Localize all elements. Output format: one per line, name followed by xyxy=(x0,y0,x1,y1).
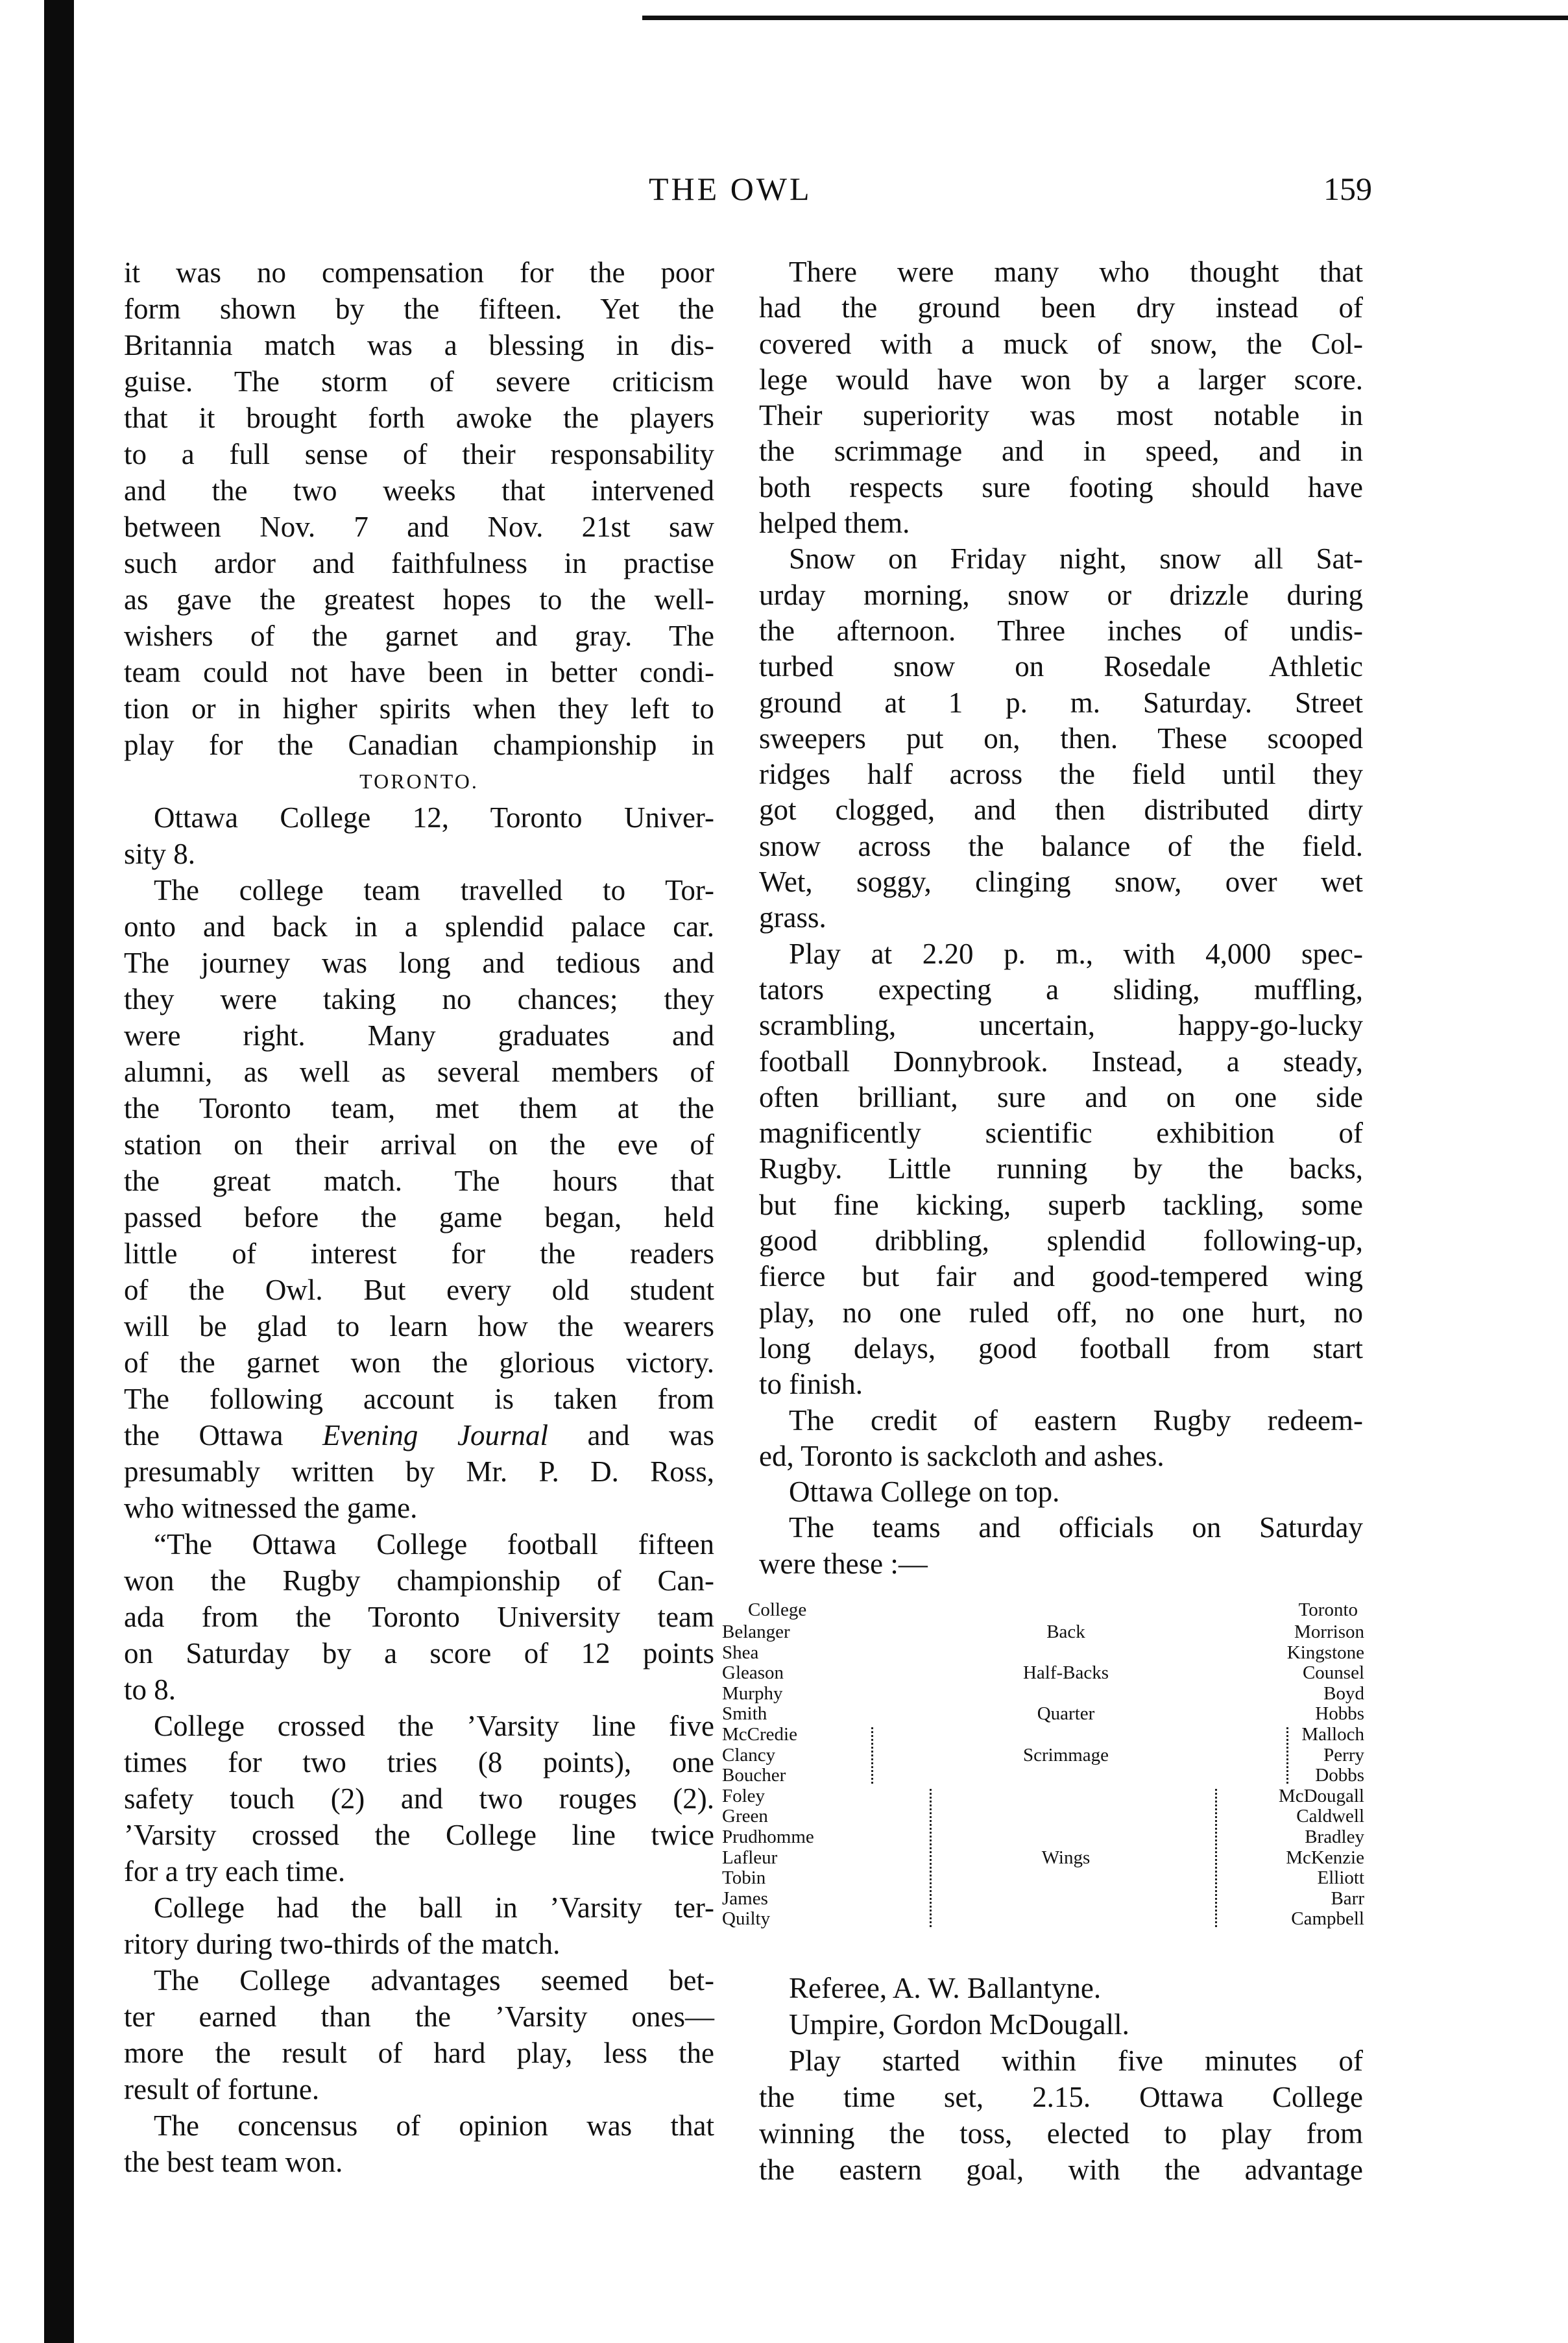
right-column xyxy=(759,254,1363,1582)
line-text: to finish. xyxy=(759,1368,863,1401)
line-text: and the two weeks that intervened xyxy=(124,474,714,507)
text-line xyxy=(759,505,1363,541)
text-line xyxy=(759,1080,1363,1115)
text-line xyxy=(124,1780,714,1817)
line-text: result of fortune. xyxy=(124,2073,320,2106)
text-line xyxy=(124,1853,714,1889)
roster-row xyxy=(722,1848,1364,1869)
line-text: but fine kicking, superb tackling, some xyxy=(759,1188,1363,1221)
text-line xyxy=(759,1970,1363,2006)
text-line xyxy=(759,470,1363,505)
line-text: the Toronto team, met them at the xyxy=(124,1092,714,1124)
toronto-player: Malloch xyxy=(1301,1723,1364,1745)
text-line xyxy=(124,400,714,436)
toronto-player: Elliott xyxy=(1317,1867,1364,1889)
line-text: Referee, A. W. Ballantyne. xyxy=(789,1972,1102,2004)
team-roster xyxy=(722,1597,1364,1930)
text-line xyxy=(124,1126,714,1163)
text-line xyxy=(759,254,1363,290)
text-line xyxy=(759,900,1363,936)
line-text: often brilliant, sure and on one side xyxy=(759,1080,1363,1113)
italic-title: Evening Journal xyxy=(322,1419,548,1451)
line-text: of the Owl. But every old student xyxy=(124,1274,714,1306)
text-line xyxy=(124,1235,714,1272)
toronto-player: Caldwell xyxy=(1296,1806,1364,1827)
college-player: Quilty xyxy=(722,1908,771,1930)
text-line xyxy=(124,1817,714,1853)
line-text: the best team won. xyxy=(124,2146,343,2178)
roster-row xyxy=(722,1786,1364,1807)
roster-row xyxy=(722,1827,1364,1848)
text-line xyxy=(124,727,714,763)
text-line xyxy=(759,1295,1363,1331)
text-line xyxy=(759,2152,1363,2188)
text-line xyxy=(124,872,714,908)
text-line xyxy=(124,2071,714,2107)
line-text: ground at 1 p. m. Saturday. Street xyxy=(759,686,1363,719)
roster-row xyxy=(722,1909,1364,1930)
line-text: sity 8. xyxy=(124,838,196,870)
text-line xyxy=(759,972,1363,1008)
line-text: Play started within five minutes of xyxy=(789,2045,1363,2077)
line-text: the time set, 2.15. Ottawa College xyxy=(759,2081,1363,2113)
line-text: magnificently scientific exhibition of xyxy=(759,1117,1363,1150)
line-text: on Saturday by a score of 12 points xyxy=(124,1637,714,1669)
text-line xyxy=(124,1490,714,1526)
text-line xyxy=(124,291,714,327)
line-text: play for the Canadian championship in xyxy=(124,729,714,761)
group-brace xyxy=(1215,1789,1217,1927)
text-line xyxy=(124,1998,714,2035)
line-text: it was no compensation for the poor xyxy=(124,256,714,289)
text-line xyxy=(759,1115,1363,1151)
line-text: lege would have won by a larger score. xyxy=(759,363,1363,396)
text-line xyxy=(759,1331,1363,1366)
line-text: covered with a muck of snow, the Col- xyxy=(759,327,1363,360)
line-text: The college team travelled to Tor- xyxy=(154,874,714,906)
line-text: that it brought forth awoke the players xyxy=(124,402,714,434)
text-line xyxy=(124,2035,714,2071)
text-line xyxy=(124,1344,714,1381)
line-text: The concensus of opinion was that xyxy=(154,2109,714,2142)
text-line xyxy=(759,1187,1363,1223)
text-line xyxy=(759,1259,1363,1294)
line-text: got clogged, and then distributed dirty xyxy=(759,794,1363,827)
toronto-player: Barr xyxy=(1331,1888,1364,1909)
text-line xyxy=(124,1054,714,1090)
group-brace xyxy=(930,1789,932,1927)
text-line xyxy=(759,541,1363,577)
officials-and-continuation xyxy=(759,1970,1363,2188)
line-text: Their superiority was most notable in xyxy=(759,399,1363,432)
roster-row xyxy=(722,1622,1364,1643)
line-text: long delays, good football from start xyxy=(759,1331,1363,1365)
college-player: Prudhomme xyxy=(722,1826,814,1847)
line-text: the scrimmage and in speed, and in xyxy=(759,435,1363,468)
text-line xyxy=(124,509,714,545)
text-line xyxy=(759,757,1363,792)
college-player: Tobin xyxy=(722,1867,766,1889)
line-text: ada from the Toronto University team xyxy=(124,1601,714,1633)
text-line xyxy=(124,2107,714,2144)
text-line xyxy=(759,1403,1363,1439)
line-text: fierce but fair and good-tempered wing xyxy=(759,1260,1363,1293)
text-line xyxy=(759,829,1363,864)
line-text: safety touch (2) and two rouges (2). xyxy=(124,1782,714,1815)
line-text: the great match. The hours that xyxy=(124,1165,714,1197)
line-text: as gave the greatest hopes to the well- xyxy=(124,583,714,616)
text-line xyxy=(124,1163,714,1199)
line-text: College crossed the ’Varsity line five xyxy=(154,1710,714,1742)
text-line xyxy=(124,254,714,291)
text-line xyxy=(124,1308,714,1344)
line-text: Play at 2.20 p. m., with 4,000 spec- xyxy=(789,937,1363,970)
line-text: TORONTO. xyxy=(359,770,479,793)
line-text: form shown by the fifteen. Yet the xyxy=(124,293,714,325)
college-player: Shea xyxy=(722,1642,759,1663)
toronto-player: Bradley xyxy=(1305,1826,1364,1847)
text-line xyxy=(124,690,714,727)
line-text: Britannia match was a blessing in dis- xyxy=(124,329,714,361)
line-text: good dribbling, splendid following-up, xyxy=(759,1224,1363,1257)
text-line xyxy=(124,1453,714,1490)
line-text: the afternoon. Three inches of undis- xyxy=(759,614,1363,647)
left-column xyxy=(124,254,714,2180)
text-line xyxy=(124,363,714,400)
text-line xyxy=(124,945,714,981)
toronto-player: Campbell xyxy=(1291,1908,1364,1930)
text-line xyxy=(759,1474,1363,1510)
text-line xyxy=(124,472,714,509)
roster-row xyxy=(722,1725,1364,1745)
text-line xyxy=(124,836,714,872)
text-line xyxy=(759,2006,1363,2043)
text-line xyxy=(759,1546,1363,1582)
line-text: Snow on Friday night, snow all Sat- xyxy=(789,542,1363,576)
line-text: to 8. xyxy=(124,1673,176,1706)
line-text: times for two tries (8 points), one xyxy=(124,1746,714,1778)
roster-row xyxy=(722,1745,1364,1766)
line-text: had the ground been dry instead of xyxy=(759,291,1363,324)
text-line xyxy=(124,1889,714,1926)
line-text: urday morning, snow or drizzle during xyxy=(759,578,1363,611)
line-text: such ardor and faithfulness in practise xyxy=(124,547,714,579)
line-text: The following account is taken from xyxy=(124,1383,714,1415)
toronto-player: McKenzie xyxy=(1286,1847,1364,1868)
position: Wings xyxy=(1041,1847,1091,1868)
text-line xyxy=(759,1223,1363,1259)
line-text: alumni, as well as several members of xyxy=(124,1056,714,1088)
text-line xyxy=(124,1962,714,1998)
toronto-header: Toronto xyxy=(1298,1599,1358,1620)
text-line xyxy=(124,1381,714,1417)
text-line xyxy=(759,433,1363,469)
line-text: The College advantages seemed bet- xyxy=(154,1964,714,1997)
college-player: Green xyxy=(722,1806,768,1827)
text-line xyxy=(124,436,714,472)
line-text: won the Rugby championship of Can- xyxy=(124,1564,714,1597)
text-line xyxy=(759,685,1363,721)
line-text: both respects sure footing should have xyxy=(759,470,1363,504)
college-player: Belanger xyxy=(722,1621,790,1642)
text-line xyxy=(759,398,1363,433)
line-text: The journey was long and tedious and xyxy=(124,947,714,979)
line-text: passed before the game began, held xyxy=(124,1201,714,1233)
roster-row xyxy=(722,1889,1364,1910)
text-line xyxy=(124,1708,714,1744)
text-line xyxy=(759,1366,1363,1402)
line-text: winning the toss, elected to play from xyxy=(759,2117,1363,2150)
line-text: presumably written by Mr. P. D. Ross, xyxy=(124,1455,714,1488)
text-line xyxy=(759,936,1363,972)
line-text: the eastern goal, with the advantage xyxy=(759,2154,1363,2186)
roster-row xyxy=(722,1868,1364,1889)
line-text: sweepers put on, then. These scooped xyxy=(759,722,1363,755)
line-text: Rugby. Little running by the backs, xyxy=(759,1152,1363,1185)
line-text: to a full sense of their responsability xyxy=(124,438,714,470)
top-rule xyxy=(642,16,1568,20)
text-line xyxy=(124,1599,714,1635)
roster-row xyxy=(722,1806,1364,1827)
text-line xyxy=(759,290,1363,326)
line-text: play, no one ruled off, no one hurt, no xyxy=(759,1296,1363,1329)
line-text: the Ottawa xyxy=(124,1419,322,1451)
text-line xyxy=(124,1926,714,1962)
text-line xyxy=(759,2043,1363,2079)
line-text: station on their arrival on the eve of xyxy=(124,1128,714,1161)
college-player: Clancy xyxy=(722,1744,776,1766)
text-line xyxy=(759,362,1363,398)
college-player: McCredie xyxy=(722,1723,797,1745)
line-text: turbed snow on Rosedale Athletic xyxy=(759,650,1363,683)
toronto-player: Kingstone xyxy=(1286,1642,1364,1663)
roster-row xyxy=(722,1766,1364,1786)
group-brace xyxy=(1286,1727,1288,1784)
scan-binding-edge xyxy=(44,0,74,2343)
text-line xyxy=(759,649,1363,685)
roster-row xyxy=(722,1704,1364,1725)
line-text: Ottawa College 12, Toronto Univer- xyxy=(154,801,714,834)
text-line xyxy=(759,864,1363,900)
roster-row xyxy=(722,1663,1364,1684)
line-text: College had the ball in ’Varsity ter- xyxy=(154,1891,714,1924)
line-text: guise. The storm of severe criticism xyxy=(124,365,714,398)
college-player: Gleason xyxy=(722,1662,784,1684)
line-text: snow across the balance of the field. xyxy=(759,829,1363,862)
line-text: helped them. xyxy=(759,507,910,540)
line-text: were right. Many graduates and xyxy=(124,1019,714,1052)
running-header-title: THE OWL xyxy=(649,171,812,207)
line-text: they were taking no chances; they xyxy=(124,983,714,1015)
toronto-player: Perry xyxy=(1323,1744,1364,1766)
line-text: team could not have been in better condi- xyxy=(124,656,714,688)
college-player: Murphy xyxy=(722,1682,783,1704)
line-text: The teams and officials on Saturday xyxy=(789,1511,1363,1544)
line-text: who witnessed the game. xyxy=(124,1492,418,1524)
line-text: tion or in higher spirits when they left to xyxy=(124,692,714,725)
text-line xyxy=(124,981,714,1017)
text-line xyxy=(759,1151,1363,1187)
line-text: ed, Toronto is sackcloth and ashes. xyxy=(759,1439,1164,1472)
toronto-player: Dobbs xyxy=(1315,1765,1364,1786)
text-line xyxy=(759,2079,1363,2115)
text-line xyxy=(759,721,1363,757)
text-line xyxy=(124,581,714,618)
line-text: Wet, soggy, clinging snow, over wet xyxy=(759,866,1363,899)
college-player: Boucher xyxy=(722,1765,786,1786)
text-line xyxy=(124,1417,714,1453)
line-text: scrambling, uncertain, happy-go-lucky xyxy=(759,1009,1363,1042)
line-text: Umpire, Gordon McDougall. xyxy=(789,2008,1129,2041)
line-text: ritory during two-thirds of the match. xyxy=(124,1928,561,1960)
page-number: 159 xyxy=(1323,171,1372,207)
line-text: football Donnybrook. Instead, a steady, xyxy=(759,1045,1363,1078)
text-line xyxy=(124,1562,714,1599)
text-line xyxy=(124,1090,714,1126)
roster-row xyxy=(722,1643,1364,1664)
text-line xyxy=(759,792,1363,828)
line-text: There were many who thought that xyxy=(789,256,1363,288)
text-line xyxy=(124,908,714,945)
text-line xyxy=(124,1744,714,1780)
text-line xyxy=(124,1017,714,1054)
line-text: more the result of hard play, less the xyxy=(124,2037,714,2069)
text-line xyxy=(124,1526,714,1562)
text-line xyxy=(759,326,1363,362)
college-player: Foley xyxy=(722,1785,766,1806)
text-line xyxy=(124,618,714,654)
line-text: The credit of eastern Rugby redeem- xyxy=(789,1403,1363,1437)
position: Half-Backs xyxy=(1022,1662,1109,1684)
college-player: James xyxy=(722,1888,768,1909)
roster-rows xyxy=(722,1622,1364,1930)
toronto-player: Hobbs xyxy=(1315,1703,1364,1725)
line-text: “The Ottawa College football fifteen xyxy=(154,1528,714,1560)
group-brace xyxy=(871,1727,873,1784)
toronto-player: Counsel xyxy=(1302,1662,1364,1684)
line-text: little of interest for the readers xyxy=(124,1237,714,1270)
college-player: Smith xyxy=(722,1703,767,1725)
toronto-player: McDougall xyxy=(1278,1785,1364,1806)
college-header: College xyxy=(748,1599,807,1620)
line-text: wishers of the garnet and gray. The xyxy=(124,620,714,652)
text-line xyxy=(759,1439,1363,1474)
line-text: between Nov. 7 and Nov. 21st saw xyxy=(124,511,714,543)
line-text: ter earned than the ’Varsity ones— xyxy=(124,2000,714,2033)
text-line xyxy=(124,327,714,363)
text-line xyxy=(124,1635,714,1671)
text-line xyxy=(759,1044,1363,1080)
text-line xyxy=(124,1671,714,1708)
line-text: tators expecting a sliding, muffling, xyxy=(759,973,1363,1006)
text-line xyxy=(759,1008,1363,1043)
college-player: Lafleur xyxy=(722,1847,778,1868)
line-text: ridges half across the field until they xyxy=(759,758,1363,791)
line-text: were these :— xyxy=(759,1547,928,1580)
line-text: onto and back in a splendid palace car. xyxy=(124,910,714,943)
position: Scrimmage xyxy=(1022,1744,1109,1766)
text-line xyxy=(124,654,714,690)
line-text: ’Varsity crossed the College line twice xyxy=(124,1819,714,1851)
toronto-player: Morrison xyxy=(1294,1621,1364,1642)
text-line xyxy=(759,1510,1363,1546)
toronto-player: Boyd xyxy=(1323,1682,1364,1704)
roster-row xyxy=(722,1684,1364,1705)
line-text: of the garnet won the glorious victory. xyxy=(124,1346,714,1379)
text-line xyxy=(759,2115,1363,2152)
text-line xyxy=(124,763,714,799)
line-text: and was xyxy=(548,1419,714,1451)
text-line xyxy=(124,1272,714,1308)
line-text: for a try each time. xyxy=(124,1855,346,1888)
position: Quarter xyxy=(1037,1703,1095,1725)
text-line xyxy=(124,1199,714,1235)
text-line xyxy=(124,545,714,581)
text-line xyxy=(759,577,1363,613)
line-text: will be glad to learn how the wearers xyxy=(124,1310,714,1342)
text-line xyxy=(124,2144,714,2180)
line-text: Ottawa College on top. xyxy=(789,1475,1060,1509)
roster-header xyxy=(722,1597,1364,1622)
line-text: grass. xyxy=(759,901,826,934)
text-line xyxy=(759,613,1363,649)
position: Back xyxy=(1046,1621,1085,1642)
text-line xyxy=(124,799,714,836)
